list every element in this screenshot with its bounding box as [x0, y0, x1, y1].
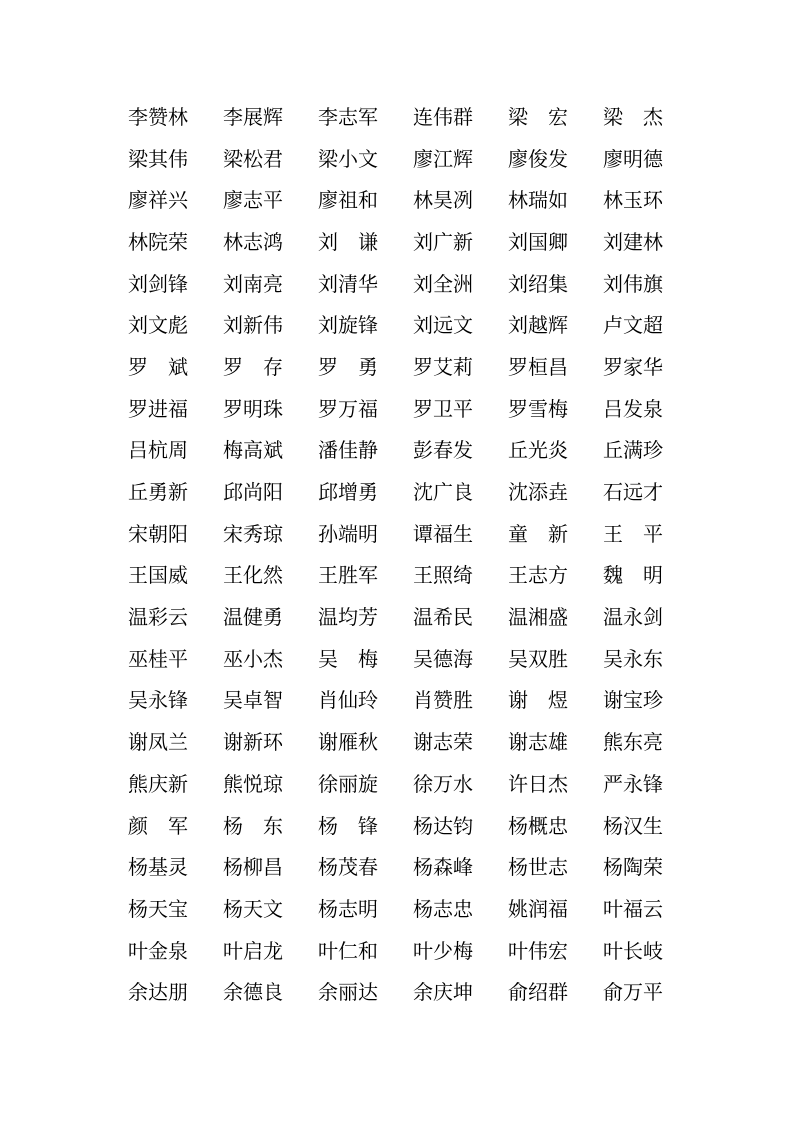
name-entry: 刘剑锋	[128, 271, 188, 296]
name-entry: 林瑞如	[508, 188, 568, 213]
name-entry: 谭福生	[413, 521, 473, 546]
name-entry: 王照绮	[413, 563, 473, 588]
name-row	[128, 971, 688, 1013]
name-entry: 温湘盛	[508, 605, 568, 630]
name-entry: 杨锋	[318, 813, 398, 838]
name-entry: 肖赞胜	[413, 688, 473, 713]
name-entry: 王胜军	[318, 563, 378, 588]
name-entry: 谢凤兰	[128, 730, 188, 755]
name-row	[128, 304, 688, 346]
name-entry: 叶少梅	[413, 938, 473, 963]
name-entry: 罗进福	[128, 396, 188, 421]
name-entry: 廖祖和	[318, 188, 378, 213]
name-entry: 叶仁和	[318, 938, 378, 963]
name-entry: 吴双胜	[508, 646, 568, 671]
name-entry: 丘光炎	[508, 438, 568, 463]
name-row	[128, 388, 688, 430]
name-entry: 吕发泉	[603, 396, 663, 421]
name-entry: 罗勇	[318, 354, 398, 379]
name-row	[128, 638, 688, 680]
name-entry: 许日杰	[508, 771, 568, 796]
name-entry: 杨基灵	[128, 855, 188, 880]
name-row	[128, 680, 688, 722]
name-entry: 吴永锋	[128, 688, 188, 713]
name-entry: 杨概忠	[508, 813, 568, 838]
name-entry: 杨世志	[508, 855, 568, 880]
name-row	[128, 596, 688, 638]
name-entry: 刘建林	[603, 229, 663, 254]
name-row	[128, 263, 688, 305]
name-entry: 吴德海	[413, 646, 473, 671]
name-entry: 颜军	[128, 813, 208, 838]
name-entry: 杨茂春	[318, 855, 378, 880]
name-entry: 刘南亮	[223, 271, 283, 296]
name-entry: 李赞林	[128, 104, 188, 129]
name-entry: 余庆坤	[413, 980, 473, 1005]
name-entry: 谢志雄	[508, 730, 568, 755]
name-entry: 李志军	[318, 104, 378, 129]
name-entry: 王志方	[508, 563, 568, 588]
name-entry: 杨志明	[318, 896, 378, 921]
name-entry: 熊悦琼	[223, 771, 283, 796]
name-entry: 叶金泉	[128, 938, 188, 963]
name-row	[128, 430, 688, 472]
name-entry: 廖祥兴	[128, 188, 188, 213]
name-entry: 严永锋	[603, 771, 663, 796]
name-entry: 杨天文	[223, 896, 283, 921]
name-entry: 熊东亮	[603, 730, 663, 755]
name-entry: 刘清华	[318, 271, 378, 296]
name-entry: 徐丽旋	[318, 771, 378, 796]
name-entry: 罗明珠	[223, 396, 283, 421]
name-row	[128, 555, 688, 597]
name-entry: 罗斌	[128, 354, 208, 379]
name-entry: 石远才	[603, 480, 663, 505]
name-entry: 罗存	[223, 354, 303, 379]
name-entry: 吴梅	[318, 646, 398, 671]
name-entry: 沈添垚	[508, 480, 568, 505]
name-entry: 梁杰	[603, 104, 683, 129]
name-entry: 林玉环	[603, 188, 663, 213]
name-entry: 俞绍群	[508, 980, 568, 1005]
name-entry: 温永剑	[603, 605, 663, 630]
name-list	[128, 96, 688, 1013]
name-entry: 俞万平	[603, 980, 663, 1005]
name-entry: 丘满珍	[603, 438, 663, 463]
name-entry: 谢雁秋	[318, 730, 378, 755]
name-entry: 廖俊发	[508, 146, 568, 171]
name-entry: 叶伟宏	[508, 938, 568, 963]
name-entry: 王化然	[223, 563, 283, 588]
name-entry: 刘旋锋	[318, 313, 378, 338]
name-entry: 刘谦	[318, 229, 398, 254]
name-entry: 余达朋	[128, 980, 188, 1005]
name-entry: 罗桓昌	[508, 354, 568, 379]
name-entry: 刘越辉	[508, 313, 568, 338]
name-entry: 王平	[603, 521, 683, 546]
name-row	[128, 763, 688, 805]
name-entry: 谢新环	[223, 730, 283, 755]
name-entry: 罗艾莉	[413, 354, 473, 379]
name-entry: 梁其伟	[128, 146, 188, 171]
name-entry: 卢文超	[603, 313, 663, 338]
name-entry: 刘国卿	[508, 229, 568, 254]
name-row	[128, 930, 688, 972]
name-entry: 李展辉	[223, 104, 283, 129]
name-entry: 罗雪梅	[508, 396, 568, 421]
name-entry: 连伟群	[413, 104, 473, 129]
name-row	[128, 471, 688, 513]
name-entry: 刘远文	[413, 313, 473, 338]
name-entry: 熊庆新	[128, 771, 188, 796]
name-entry: 杨柳昌	[223, 855, 283, 880]
name-row	[128, 888, 688, 930]
name-entry: 徐万水	[413, 771, 473, 796]
name-entry: 余丽达	[318, 980, 378, 1005]
name-entry: 廖江辉	[413, 146, 473, 171]
name-entry: 刘全洲	[413, 271, 473, 296]
name-entry: 梁小文	[318, 146, 378, 171]
name-entry: 邱增勇	[318, 480, 378, 505]
name-entry: 刘新伟	[223, 313, 283, 338]
name-row	[128, 721, 688, 763]
name-row	[128, 513, 688, 555]
name-entry: 杨汉生	[603, 813, 663, 838]
name-entry: 廖明德	[603, 146, 663, 171]
name-entry: 杨达钧	[413, 813, 473, 838]
name-entry: 林院荣	[128, 229, 188, 254]
name-row	[128, 805, 688, 847]
name-entry: 刘绍集	[508, 271, 568, 296]
name-entry: 温彩云	[128, 605, 188, 630]
name-entry: 孙端明	[318, 521, 378, 546]
name-entry: 梁松君	[223, 146, 283, 171]
name-entry: 沈广良	[413, 480, 473, 505]
name-entry: 姚润福	[508, 896, 568, 921]
name-row	[128, 221, 688, 263]
name-entry: 丘勇新	[128, 480, 188, 505]
name-entry: 温健勇	[223, 605, 283, 630]
name-entry: 巫桂平	[128, 646, 188, 671]
name-entry: 叶长岐	[603, 938, 663, 963]
name-entry: 温希民	[413, 605, 473, 630]
name-row	[128, 138, 688, 180]
name-entry: 潘佳静	[318, 438, 378, 463]
name-entry: 刘文彪	[128, 313, 188, 338]
name-entry: 王国威	[128, 563, 188, 588]
name-entry: 温均芳	[318, 605, 378, 630]
name-entry: 谢宝珍	[603, 688, 663, 713]
name-entry: 杨陶荣	[603, 855, 663, 880]
name-entry: 叶福云	[603, 896, 663, 921]
name-entry: 林昊冽	[413, 188, 473, 213]
name-entry: 杨天宝	[128, 896, 188, 921]
name-entry: 宋朝阳	[128, 521, 188, 546]
name-entry: 邱尚阳	[223, 480, 283, 505]
name-row	[128, 846, 688, 888]
name-row	[128, 96, 688, 138]
name-entry: 梁宏	[508, 104, 588, 129]
name-entry: 谢志荣	[413, 730, 473, 755]
name-row	[128, 346, 688, 388]
name-entry: 魏明	[603, 563, 683, 588]
name-entry: 巫小杰	[223, 646, 283, 671]
name-entry: 童新	[508, 521, 588, 546]
name-entry: 林志鸿	[223, 229, 283, 254]
name-entry: 吕杭周	[128, 438, 188, 463]
name-entry: 余德良	[223, 980, 283, 1005]
name-entry: 吴卓智	[223, 688, 283, 713]
name-row	[128, 179, 688, 221]
name-entry: 罗卫平	[413, 396, 473, 421]
name-entry: 廖志平	[223, 188, 283, 213]
name-entry: 叶启龙	[223, 938, 283, 963]
name-entry: 谢煜	[508, 688, 588, 713]
name-entry: 刘伟旗	[603, 271, 663, 296]
name-entry: 罗家华	[603, 354, 663, 379]
name-entry: 梅高斌	[223, 438, 283, 463]
name-entry: 肖仙玲	[318, 688, 378, 713]
name-entry: 吴永东	[603, 646, 663, 671]
name-entry: 罗万福	[318, 396, 378, 421]
name-entry: 杨森峰	[413, 855, 473, 880]
name-entry: 彭春发	[413, 438, 473, 463]
name-entry: 杨东	[223, 813, 303, 838]
name-entry: 杨志忠	[413, 896, 473, 921]
name-entry: 宋秀琼	[223, 521, 283, 546]
name-entry: 刘广新	[413, 229, 473, 254]
